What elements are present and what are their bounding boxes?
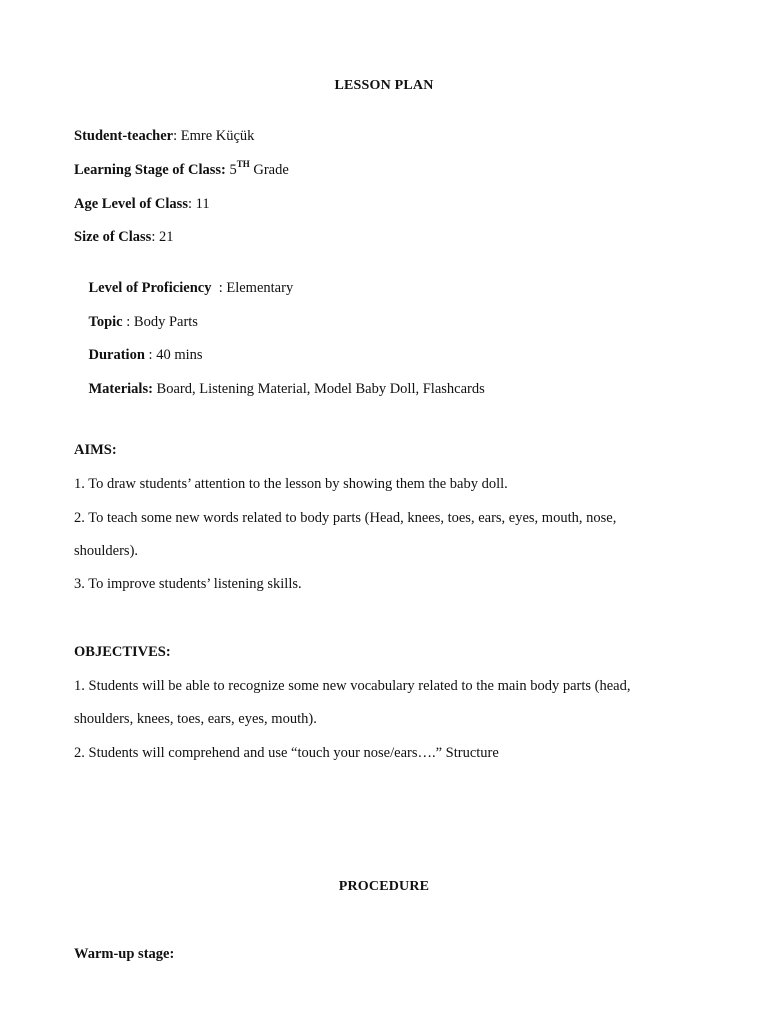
class-size-value: 21: [159, 229, 174, 245]
aims-item-2-cont: shoulders).: [74, 543, 139, 559]
aims-item-1: 1. To draw students’ attention to the lesson by showing them the baby doll.: [74, 476, 508, 492]
age-level-value: 11: [195, 196, 210, 212]
age-level-sep: :: [187, 196, 196, 212]
aims-item-3: 3. To improve students’ listening skills.: [74, 576, 302, 592]
learning-stage-row: [74, 161, 289, 179]
learning-stage-label: Learning Stage of Class:: [74, 162, 226, 178]
proficiency-value: Elementary: [226, 280, 294, 296]
topic-sep: :: [122, 314, 134, 330]
learning-stage-superscript: TH: [236, 159, 250, 170]
learning-stage-value: 5: [229, 162, 237, 178]
class-size-label: Size of Class: [74, 229, 152, 245]
class-size-sep: :: [151, 229, 159, 245]
student-teacher-sep: :: [173, 128, 181, 144]
age-level-row: [74, 195, 210, 213]
student-teacher-row: [74, 127, 254, 145]
aims-heading: AIMS:: [74, 442, 117, 458]
learning-stage-suffix: Grade: [249, 162, 289, 178]
age-level-label: Age Level of Class: [74, 196, 188, 212]
objectives-item-1-cont: shoulders, knees, toes, ears, eyes, mouth).: [74, 711, 317, 727]
duration-label: Duration: [88, 347, 145, 363]
aims-item-2: 2. To teach some new words related to body parts (Head, knees, toes, ears, eyes, mouth, nose,: [74, 510, 617, 526]
objectives-item-2: 2. Students will comprehend and use “touch your nose/ears….” Structure: [74, 745, 499, 761]
duration-value: 40 mins: [156, 347, 203, 363]
materials-row: [74, 362, 485, 416]
warmup-heading: Warm-up stage:: [74, 946, 175, 962]
objectives-heading: OBJECTIVES:: [74, 644, 171, 660]
topic-label: Topic: [88, 314, 123, 330]
materials-value: Board, Listening Material, Model Baby Doll, Flashcards: [156, 381, 485, 397]
student-teacher-label: Student-teacher: [74, 128, 174, 144]
topic-value: Body Parts: [133, 314, 198, 330]
materials-label: Materials:: [88, 381, 153, 397]
proficiency-sep: :: [211, 280, 227, 296]
class-size-row: [74, 228, 174, 246]
proficiency-label: Level of Proficiency: [88, 280, 212, 296]
duration-sep: :: [144, 347, 157, 363]
objectives-item-1: 1. Students will be able to recognize some new vocabulary related to the main body parts (head,: [74, 678, 631, 694]
student-teacher-value: Emre Küçük: [180, 128, 255, 144]
page-title: LESSON PLAN: [334, 78, 434, 93]
procedure-heading: PROCEDURE: [338, 879, 430, 894]
